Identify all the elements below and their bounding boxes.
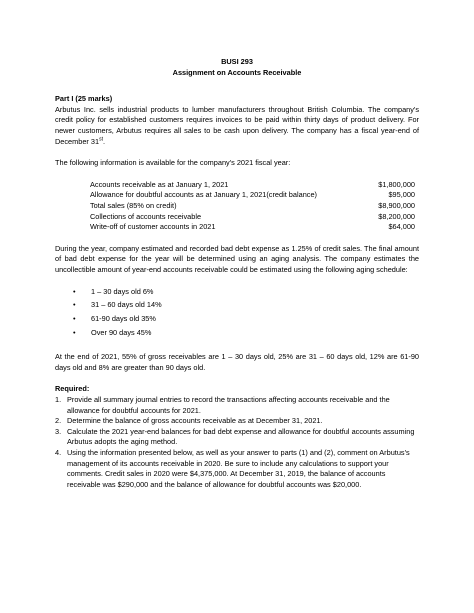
fact-value: $64,000 bbox=[388, 222, 415, 232]
year-end-paragraph: At the end of 2021, 55% of gross receivables are 1 – 30 days old, 25% are 31 – 60 days old, 12% are 61-90 days old and 8% are greater than 90 days old. bbox=[55, 352, 419, 372]
list-item bbox=[55, 416, 419, 427]
assignment-title: Assignment on Accounts Receivable bbox=[172, 67, 302, 77]
aging-paragraph: During the year, company estimated and recorded bad debt expense as 1.25% of credit sales. The final amount of bad debt expense for the year will be determined using an aging analysis. The company estimates the uncollectible amount of year-end accounts receivable could be estimated using the following aging schedule: bbox=[55, 243, 419, 274]
intro-text: Arbutus Inc. sells industrial products to lumber manufacturers throughout British Columbia. The company's credit policy for established customers requires invoices to be paid within thirty days of product delivery. For newer customers, Arbutus requires all sales to be cash upon delivery. The company has a fiscal year-end of December 31 bbox=[55, 104, 419, 146]
part-heading: Part I (25 marks) bbox=[55, 94, 113, 104]
intro-paragraph bbox=[55, 105, 419, 147]
fact-label: Total sales (85% on credit) bbox=[90, 200, 177, 210]
required-item-text: Determine the balance of gross accounts receivable as at December 31, 2021. bbox=[67, 416, 323, 426]
list-item bbox=[55, 395, 419, 416]
aging-item-text: 31 – 60 days old 14% bbox=[91, 300, 162, 310]
table-row bbox=[90, 222, 415, 233]
bullet-icon: • bbox=[73, 286, 76, 296]
fact-label: Accounts receivable as at January 1, 2021 bbox=[90, 179, 229, 189]
aging-item-text: 61-90 days old 35% bbox=[91, 313, 156, 323]
required-item-text: Calculate the 2021 year-end balances for bad debt expense and allowance for doubtful accounts assuming Arbutus adopts the aging method. bbox=[67, 426, 415, 447]
required-list bbox=[55, 395, 419, 490]
course-title: BUSI 293 bbox=[221, 57, 253, 66]
aging-schedule-list bbox=[55, 287, 419, 342]
fact-value: $1,800,000 bbox=[378, 179, 415, 189]
list-item bbox=[73, 287, 419, 301]
intro-superscript: st bbox=[99, 136, 103, 143]
aging-item-text: Over 90 days 45% bbox=[91, 327, 152, 337]
fact-label: Write-off of customer accounts in 2021 bbox=[90, 222, 216, 232]
table-row bbox=[90, 180, 415, 191]
table-row bbox=[90, 212, 415, 223]
aging-item-text: 1 – 30 days old 6% bbox=[91, 286, 154, 296]
item-number: 3. bbox=[55, 426, 62, 436]
table-row bbox=[90, 201, 415, 212]
info-lead: The following information is available for the company's 2021 fiscal year: bbox=[55, 158, 291, 168]
required-item-text: Using the information presented below, as well as your answer to parts (1) and (2), comment on Arbutus's management of its accounts receivable in 2020. Be sure to include any calculations to support your comments. Credit sales in 2020 were $4,375,000. At December 31, 2019, the balance of accounts receivable was $290,000 and the balance of allowance for doubtful accounts was $20,000. bbox=[67, 448, 410, 489]
item-number: 4. bbox=[55, 448, 62, 457]
fact-value: $95,000 bbox=[388, 190, 415, 200]
list-item bbox=[73, 300, 419, 314]
fact-value: $8,900,000 bbox=[378, 200, 415, 210]
bullet-icon: • bbox=[73, 313, 76, 323]
fiscal-info-table bbox=[90, 180, 415, 233]
item-number: 1. bbox=[55, 395, 62, 405]
table-row bbox=[90, 190, 415, 201]
list-item bbox=[73, 328, 419, 342]
bullet-icon: • bbox=[73, 300, 76, 310]
list-item bbox=[55, 427, 419, 448]
bullet-icon: • bbox=[73, 327, 76, 337]
fact-label: Collections of accounts receivable bbox=[90, 211, 202, 221]
fact-value: $8,200,000 bbox=[378, 211, 415, 221]
intro-end: . bbox=[102, 136, 106, 146]
list-item bbox=[73, 314, 419, 328]
required-heading: Required: bbox=[55, 384, 90, 394]
document-page bbox=[55, 57, 419, 490]
required-item-text: Provide all summary journal entries to record the transactions affecting accounts receivable and the allowance for doubtful accounts for 2021. bbox=[67, 395, 390, 415]
list-item bbox=[55, 448, 419, 490]
item-number: 2. bbox=[55, 416, 62, 426]
fact-label: Allowance for doubtful accounts as at January 1, 2021(credit balance) bbox=[90, 190, 317, 200]
